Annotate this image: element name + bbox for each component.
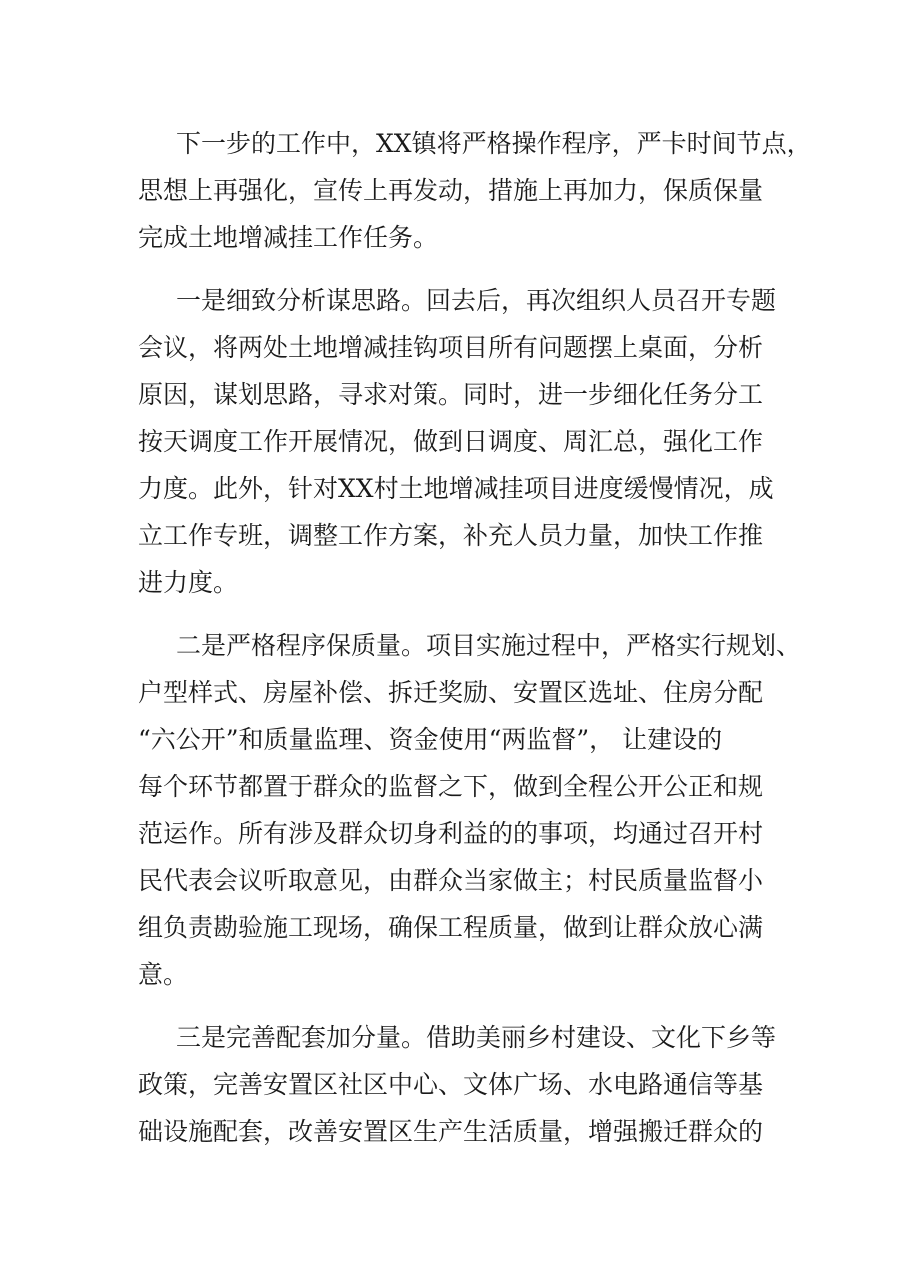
paragraph-2-line-6: 立工作专班，调整工作方案，补充人员力量，加快工作推 — [138, 521, 764, 550]
paragraph-1-line-1: 下一步的工作中，XX镇将严格操作程序，严卡时间节点， — [176, 129, 812, 158]
paragraph-2-line-3: 原因，谋划思路，寻求对策。同时，进一步细化任务分工 — [138, 380, 764, 409]
paragraph-3-line-5: 范运作。所有涉及群众切身利益的的事项，均通过召开村 — [138, 819, 764, 848]
paragraph-4-line-3: 础设施配套，改善安置区生产生活质量，增强搬迁群众的 — [138, 1117, 764, 1146]
paragraph-3-line-7: 组负责勘验施工现场，确保工程质量，做到让群众放心满 — [138, 913, 764, 942]
paragraph-2-line-2: 会议，将两处土地增减挂钩项目所有问题摆上桌面，分析 — [138, 333, 764, 362]
paragraph-3-line-3: “六公开”和质量监理、资金使用“两监督”， 让建设的 — [138, 725, 723, 754]
paragraph-2-line-5: 力度。此外，针对XX村土地增减挂项目进度缓慢情况，成 — [138, 474, 774, 503]
paragraph-2-line-7: 进力度。 — [138, 568, 239, 597]
paragraph-3-line-6: 民代表会议听取意见，由群众当家做主；村民质量监督小 — [138, 866, 764, 895]
paragraph-4-line-1: 三是完善配套加分量。借助美丽乡村建设、文化下乡等 — [176, 1023, 777, 1052]
paragraph-3-line-1: 二是严格程序保质量。项目实施过程中，严格实行规划、 — [176, 631, 802, 660]
paragraph-3-line-2: 户型样式、房屋补偿、拆迁奖励、安置区选址、住房分配 — [138, 678, 764, 707]
paragraph-2-line-1: 一是细致分析谋思路。回去后，再次组织人员召开专题 — [176, 286, 777, 315]
paragraph-1-line-2: 思想上再强化，宣传上再发动，措施上再加力，保质保量 — [138, 176, 764, 205]
paragraph-2-line-4: 按天调度工作开展情况，做到日调度、周汇总，强化工作 — [138, 427, 764, 456]
paragraph-3-line-4: 每个环节都置于群众的监督之下，做到全程公开公正和规 — [138, 772, 764, 801]
paragraph-4-line-2: 政策，完善安置区社区中心、文体广场、水电路通信等基 — [138, 1070, 764, 1099]
paragraph-3-line-8: 意。 — [138, 960, 189, 989]
paragraph-1-line-3: 完成土地增减挂工作任务。 — [138, 223, 439, 252]
